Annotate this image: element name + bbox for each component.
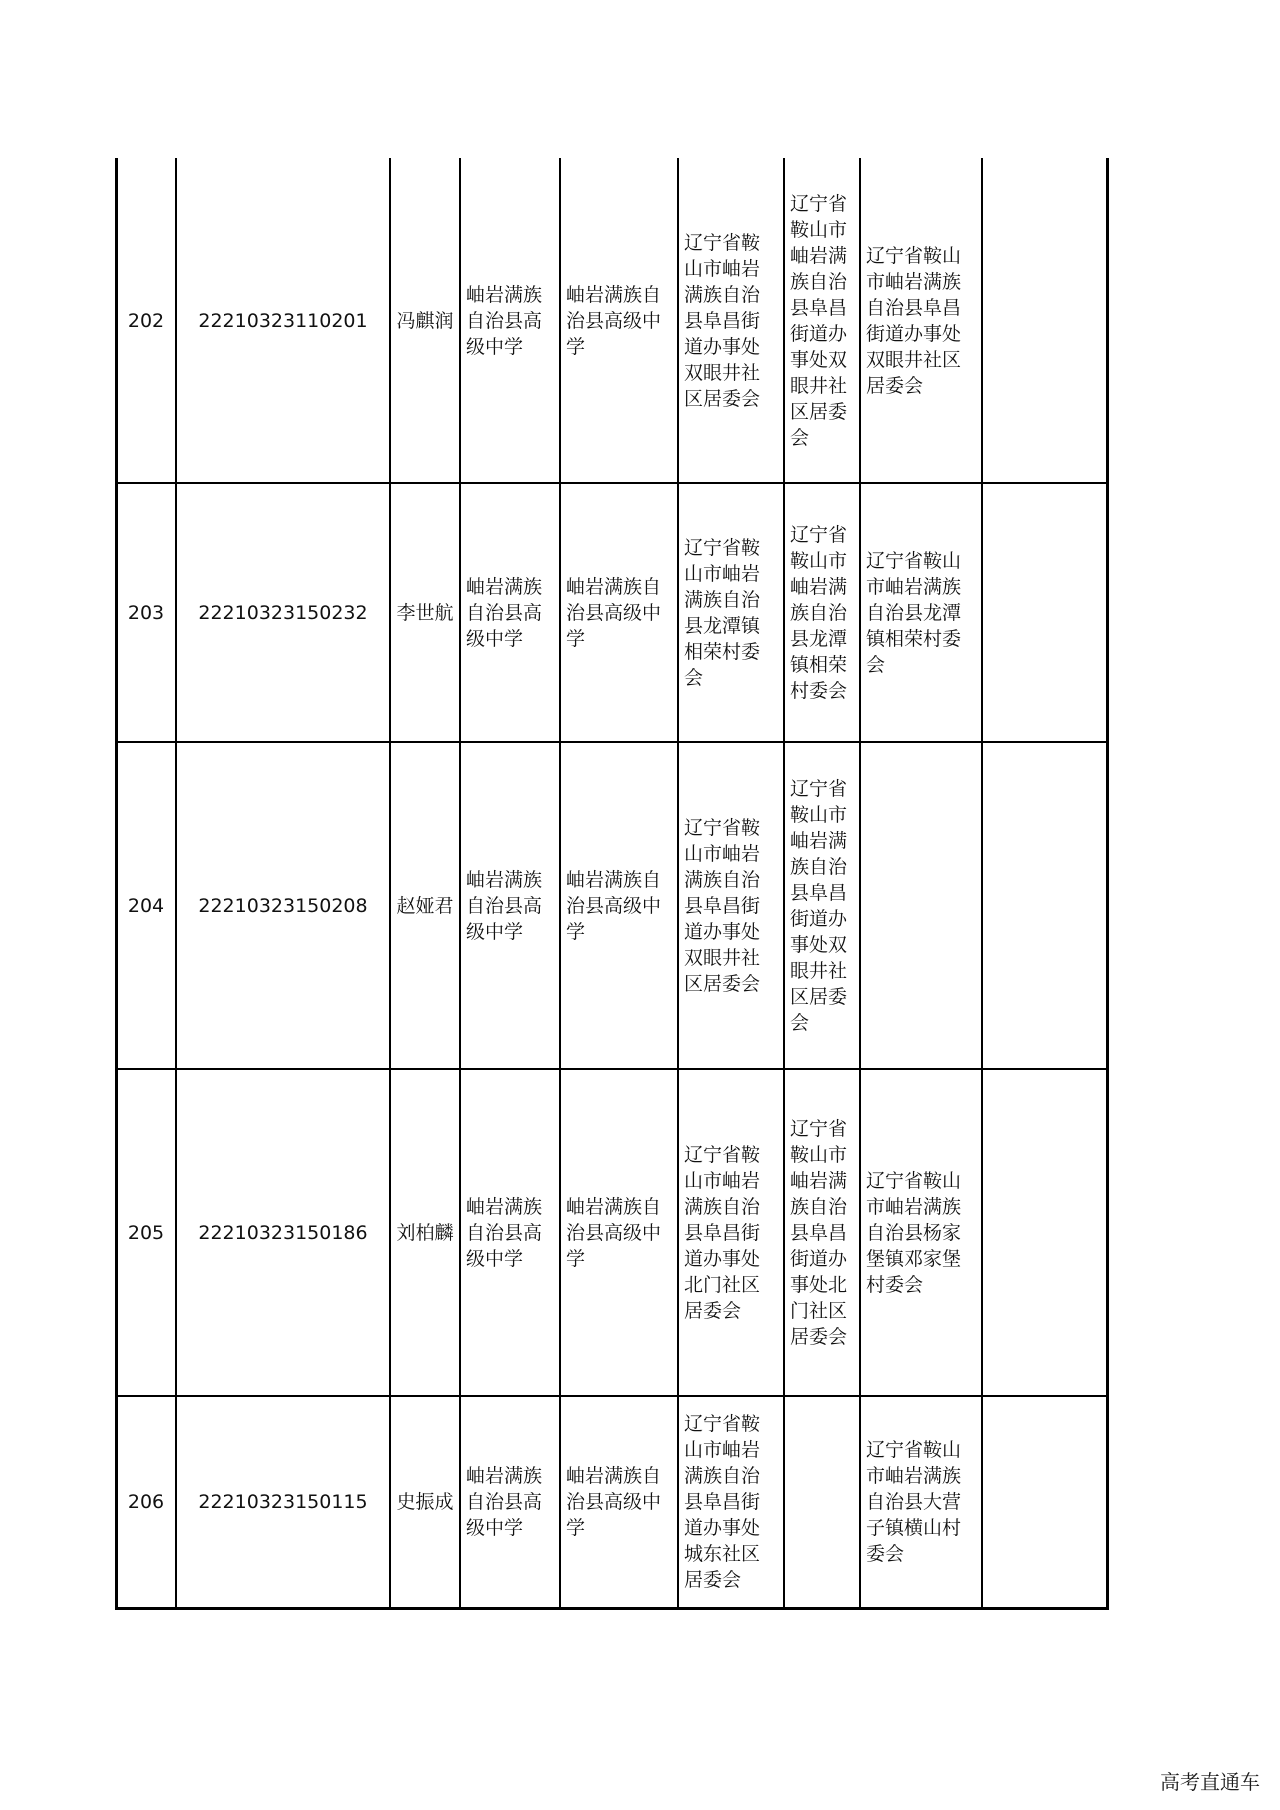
table-grid-line — [981, 158, 983, 1610]
row-number-cell: 204 — [127, 895, 165, 917]
exam-id-cell: 22210323150115 — [198, 1491, 368, 1513]
guardian-address-cell: 辽宁省鞍山市岫岩满族自治县阜昌街道办事处双眼井社区居委会 — [866, 245, 962, 397]
student-name-cell: 赵娅君 — [396, 895, 454, 917]
guardian-address-cell: 辽宁省鞍山市岫岩满族自治县杨家堡镇邓家堡村委会 — [866, 1170, 962, 1296]
table-grid-line — [677, 158, 679, 1610]
watermark-text: 高考直通车 — [1160, 1770, 1260, 1794]
table-grid-line — [115, 1607, 1109, 1610]
table-grid-line — [115, 158, 118, 1610]
student-name-cell: 刘柏麟 — [396, 1222, 454, 1244]
table-grid-line — [175, 158, 177, 1610]
exam-id-cell: 22210323110201 — [198, 310, 368, 332]
table-grid-line — [1106, 158, 1109, 1610]
table-grid-line — [459, 158, 461, 1610]
address-cell: 辽宁省鞍山市岫岩满族自治县阜昌街道办事处北门社区居委会 — [684, 1144, 761, 1322]
row-number-cell: 203 — [127, 602, 165, 624]
row-number-cell: 205 — [127, 1222, 165, 1244]
household-address-cell: 辽宁省鞍山市岫岩满族自治县阜昌街道办事处双眼井社区居委会 — [790, 778, 848, 1034]
household-address-cell: 辽宁省鞍山市岫岩满族自治县龙潭镇相荣村委会 — [790, 524, 848, 702]
unit-name-cell: 岫岩满族自治县高级中学 — [566, 1465, 662, 1539]
student-name-cell: 冯麒润 — [396, 310, 454, 332]
table-grid-line — [115, 1068, 1109, 1070]
school-name-cell: 岫岩满族自治县高级中学 — [466, 576, 543, 650]
household-address-cell: 辽宁省鞍山市岫岩满族自治县阜昌街道办事处北门社区居委会 — [790, 1118, 848, 1348]
table-grid-line — [859, 158, 861, 1610]
address-cell: 辽宁省鞍山市岫岩满族自治县阜昌街道办事处双眼井社区居委会 — [684, 232, 761, 410]
school-name-cell: 岫岩满族自治县高级中学 — [466, 284, 543, 358]
student-name-cell: 李世航 — [396, 602, 454, 624]
table-grid-line — [559, 158, 561, 1610]
address-cell: 辽宁省鞍山市岫岩满族自治县龙潭镇相荣村委会 — [684, 537, 761, 689]
table-grid-line — [783, 158, 785, 1610]
school-name-cell: 岫岩满族自治县高级中学 — [466, 1196, 543, 1270]
unit-name-cell: 岫岩满族自治县高级中学 — [566, 284, 662, 358]
address-cell: 辽宁省鞍山市岫岩满族自治县阜昌街道办事处城东社区居委会 — [684, 1413, 761, 1591]
school-name-cell: 岫岩满族自治县高级中学 — [466, 869, 543, 943]
student-name-cell: 史振成 — [396, 1491, 454, 1513]
table-grid-line — [389, 158, 391, 1610]
table-grid-line — [115, 482, 1109, 484]
guardian-address-cell: 辽宁省鞍山市岫岩满族自治县龙潭镇相荣村委会 — [866, 550, 962, 676]
address-cell: 辽宁省鞍山市岫岩满族自治县阜昌街道办事处双眼井社区居委会 — [684, 817, 761, 995]
unit-name-cell: 岫岩满族自治县高级中学 — [566, 869, 662, 943]
row-number-cell: 202 — [127, 310, 165, 332]
row-number-cell: 206 — [127, 1491, 165, 1513]
exam-id-cell: 22210323150232 — [198, 602, 368, 624]
household-address-cell: 辽宁省鞍山市岫岩满族自治县阜昌街道办事处双眼井社区居委会 — [790, 193, 848, 449]
exam-id-cell: 22210323150186 — [198, 1222, 368, 1244]
table-grid-line — [115, 1395, 1109, 1397]
unit-name-cell: 岫岩满族自治县高级中学 — [566, 1196, 662, 1270]
exam-id-cell: 22210323150208 — [198, 895, 368, 917]
guardian-address-cell: 辽宁省鞍山市岫岩满族自治县大营子镇横山村委会 — [866, 1439, 962, 1565]
school-name-cell: 岫岩满族自治县高级中学 — [466, 1465, 543, 1539]
unit-name-cell: 岫岩满族自治县高级中学 — [566, 576, 662, 650]
table-grid-line — [115, 741, 1109, 743]
